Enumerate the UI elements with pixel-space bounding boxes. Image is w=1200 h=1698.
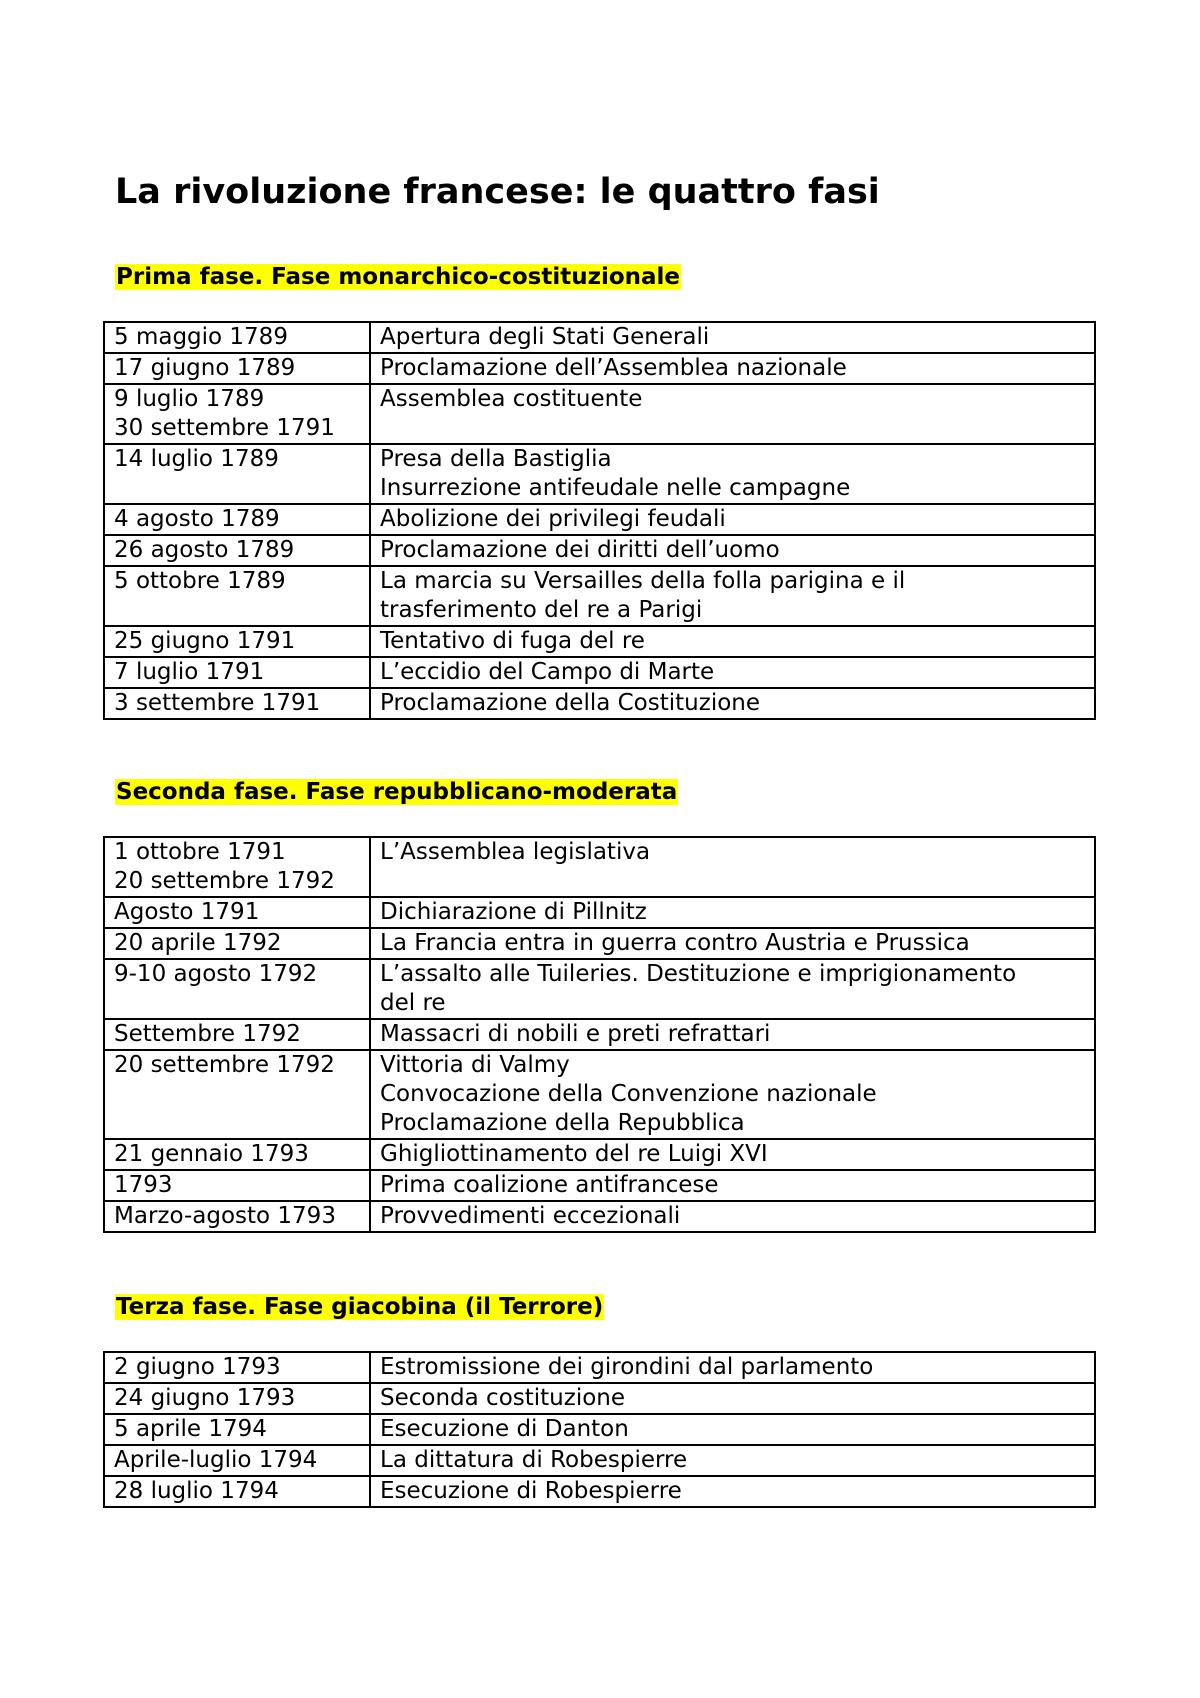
table-row	[104, 1170, 1095, 1201]
section-heading-2	[115, 777, 678, 807]
event-cell: L’assalto alle Tuileries. Destituzione e imprigionamento del re	[370, 959, 1095, 1019]
table-row	[104, 928, 1095, 959]
table-row	[104, 1019, 1095, 1050]
section-heading-text: Prima fase. Fase monarchico-costituzionale	[116, 264, 681, 290]
date-cell: 20 settembre 1792	[104, 1050, 370, 1139]
table-row	[104, 959, 1095, 1019]
event-cell: Abolizione dei privilegi feudali	[370, 504, 1095, 535]
date-cell: 25 giugno 1791	[104, 626, 370, 657]
event-cell: Presa della Bastiglia Insurrezione antifeudale nelle campagne	[370, 444, 1095, 504]
date-cell: Aprile-luglio 1794	[104, 1445, 370, 1476]
section-heading-text: Terza fase. Fase giacobina (il Terrore)	[116, 1294, 604, 1320]
event-cell: Ghigliottinamento del re Luigi XVI	[370, 1139, 1095, 1170]
event-cell: Proclamazione della Costituzione	[370, 688, 1095, 719]
section-heading-text: Seconda fase. Fase repubblicano-moderata	[116, 779, 678, 805]
date-cell: 9-10 agosto 1792	[104, 959, 370, 1019]
date-cell: 24 giugno 1793	[104, 1383, 370, 1414]
table-row	[104, 444, 1095, 504]
table-row	[104, 837, 1095, 897]
table-row	[104, 384, 1095, 444]
event-cell: La Francia entra in guerra contro Austria e Prussica	[370, 928, 1095, 959]
date-cell: 17 giugno 1789	[104, 353, 370, 384]
event-cell: Tentativo di fuga del re	[370, 626, 1095, 657]
page-title: La rivoluzione francese: le quattro fasi	[115, 172, 880, 212]
section-heading-1	[115, 262, 681, 292]
date-cell: 3 settembre 1791	[104, 688, 370, 719]
event-cell: L’Assemblea legislativa	[370, 837, 1095, 897]
table-row	[104, 566, 1095, 626]
table-row	[104, 1352, 1095, 1383]
event-cell: La dittatura di Robespierre	[370, 1445, 1095, 1476]
table-row	[104, 504, 1095, 535]
table-row	[104, 1383, 1095, 1414]
date-cell: 5 maggio 1789	[104, 322, 370, 353]
event-cell: Provvedimenti eccezionali	[370, 1201, 1095, 1232]
event-cell: Seconda costituzione	[370, 1383, 1095, 1414]
table-row	[104, 1139, 1095, 1170]
table-row	[104, 688, 1095, 719]
date-cell: 5 aprile 1794	[104, 1414, 370, 1445]
date-cell: 14 luglio 1789	[104, 444, 370, 504]
table-row	[104, 1445, 1095, 1476]
event-cell: Proclamazione dell’Assemblea nazionale	[370, 353, 1095, 384]
date-cell: 5 ottobre 1789	[104, 566, 370, 626]
timeline-table-1	[103, 321, 1096, 720]
event-cell: L’eccidio del Campo di Marte	[370, 657, 1095, 688]
table-row	[104, 1476, 1095, 1507]
event-cell: La marcia su Versailles della folla parigina e il trasferimento del re a Parigi	[370, 566, 1095, 626]
event-cell: Assemblea costituente	[370, 384, 1095, 444]
event-cell: Prima coalizione antifrancese	[370, 1170, 1095, 1201]
event-cell: Esecuzione di Danton	[370, 1414, 1095, 1445]
table-row	[104, 353, 1095, 384]
date-cell: 1 ottobre 1791 20 settembre 1792	[104, 837, 370, 897]
table-row	[104, 1050, 1095, 1139]
table-row	[104, 1201, 1095, 1232]
section-heading-3	[115, 1292, 604, 1322]
event-cell: Vittoria di Valmy Convocazione della Convenzione nazionale Proclamazione della Repubblica	[370, 1050, 1095, 1139]
timeline-table-3	[103, 1351, 1096, 1508]
date-cell: 28 luglio 1794	[104, 1476, 370, 1507]
event-cell: Dichiarazione di Pillnitz	[370, 897, 1095, 928]
event-cell: Proclamazione dei diritti dell’uomo	[370, 535, 1095, 566]
date-cell: 2 giugno 1793	[104, 1352, 370, 1383]
date-cell: 4 agosto 1789	[104, 504, 370, 535]
timeline-table-2	[103, 836, 1096, 1233]
table-row	[104, 626, 1095, 657]
date-cell: 21 gennaio 1793	[104, 1139, 370, 1170]
event-cell: Esecuzione di Robespierre	[370, 1476, 1095, 1507]
date-cell: Settembre 1792	[104, 1019, 370, 1050]
date-cell: Marzo-agosto 1793	[104, 1201, 370, 1232]
table-row	[104, 657, 1095, 688]
date-cell: Agosto 1791	[104, 897, 370, 928]
event-cell: Estromissione dei girondini dal parlamento	[370, 1352, 1095, 1383]
table-row	[104, 897, 1095, 928]
date-cell: 9 luglio 1789 30 settembre 1791	[104, 384, 370, 444]
date-cell: 7 luglio 1791	[104, 657, 370, 688]
event-cell: Apertura degli Stati Generali	[370, 322, 1095, 353]
event-cell: Massacri di nobili e preti refrattari	[370, 1019, 1095, 1050]
table-row	[104, 535, 1095, 566]
date-cell: 1793	[104, 1170, 370, 1201]
date-cell: 26 agosto 1789	[104, 535, 370, 566]
table-row	[104, 1414, 1095, 1445]
table-row	[104, 322, 1095, 353]
date-cell: 20 aprile 1792	[104, 928, 370, 959]
